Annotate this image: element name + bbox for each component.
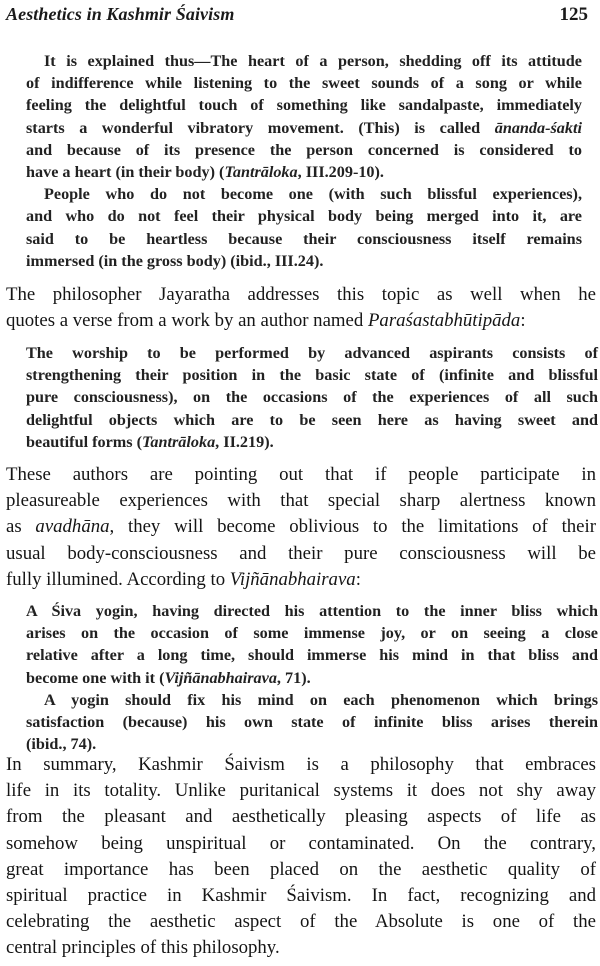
body-line: spiritual practice in Kashmir Śaivism. In fact, recognizing and <box>6 885 596 907</box>
term-ananda-sakti: ānanda-śakti <box>494 118 582 137</box>
running-head <box>6 4 588 28</box>
paragraph-jayaratha <box>6 282 596 334</box>
quote-line: and because of its presence the person concerned is considered to <box>26 140 582 159</box>
body-line: great importance has been placed on the aesthetic quality of <box>6 858 596 880</box>
quote-line: immersed (in the gross body) (ibid., III.24). <box>26 251 324 270</box>
body-line: usual body-consciousness and their pure consciousness will be <box>6 542 596 564</box>
body-line: fully illumined. According to Vijñānabhairava: <box>6 568 361 590</box>
running-head-title: Aesthetics in Kashmir Śaivism <box>6 4 235 24</box>
quote-line: starts a wonderful vibratory movement. (This) is called ānanda-śakti <box>26 118 582 137</box>
quote-line: become one with it (Vijñānabhairava, 71). <box>26 668 311 687</box>
quote-line: People who do not become one (with such blissful experiences), <box>44 185 582 204</box>
paragraph-summary <box>6 752 596 962</box>
paragraph-avadhana <box>6 462 596 593</box>
body-line: In summary, Kashmir Śaivism is a philosophy that embraces <box>6 754 596 775</box>
quote-line: said to be heartless because their consciousness itself remains <box>26 229 582 248</box>
body-line: quotes a verse from a work by an author named Paraśastabhūtipāda: <box>6 310 526 332</box>
body-line: central principles of this philosophy. <box>6 937 280 959</box>
quote-line: have a heart (in their body) (Tantrāloka, III.209-10). <box>26 163 384 182</box>
author-name: Paraśastabhūtipāda <box>367 310 521 332</box>
citation-work: Tantrāloka <box>224 163 298 182</box>
quote-line: A Śiva yogin, having directed his attention to the inner bliss which <box>26 602 598 620</box>
block-quote-worship <box>26 342 598 453</box>
body-line: pleasureable experiences with that special sharp alertness known <box>6 490 596 512</box>
block-quote-tantraloka-heart <box>26 50 582 272</box>
body-line: celebrating the aesthetic aspect of the Absolute is one of the <box>6 911 596 933</box>
citation-work: Tantrāloka <box>142 432 216 451</box>
quote-line: It is explained thus—The heart of a person, shedding off its attitude <box>44 52 582 70</box>
quote-line: (ibid., 74). <box>26 735 97 754</box>
quote-line: pure consciousness), on the occasions of the experiences of all such <box>26 388 598 407</box>
term-avadhana: avadhāna <box>35 516 110 538</box>
body-line: The philosopher Jayaratha addresses this topic as well when he <box>6 284 596 305</box>
page-number: 125 <box>559 4 588 25</box>
block-quote-siva-yogin <box>26 600 598 755</box>
quote-line: beautiful forms (Tantrāloka, II.219). <box>26 432 274 451</box>
quote-line: A yogin should fix his mind on each phenomenon which brings <box>44 690 598 709</box>
quote-line: feeling the delightful touch of something like sandalpaste, immediately <box>26 96 582 115</box>
quote-line: and who do not feel their physical body being merged into it, are <box>26 207 582 226</box>
quote-line: arises on the occasion of some immense joy, or on seeing a close <box>26 624 598 643</box>
quote-line: of indifference while listening to the sweet sounds of a song or while <box>26 74 582 93</box>
quote-line: delightful objects which are to be seen here as having sweet and <box>26 410 598 429</box>
quote-line: strengthening their position in the basic state of (infinite and blissful <box>26 366 598 385</box>
work-vijnanabhairava: Vijñānabhairava <box>229 568 356 590</box>
citation-work: Vijñānabhairava <box>164 668 277 687</box>
body-line: These authors are pointing out that if people participate in <box>6 464 596 485</box>
body-line: as avadhāna, they will become oblivious to the limitations of their <box>6 516 596 538</box>
body-line: life in its totality. Unlike puritanical systems it does not shy away <box>6 780 596 802</box>
body-line: from the pleasant and aesthetically pleasing aspects of life as <box>6 806 596 828</box>
body-line: somehow being unspiritual or contaminated. On the contrary, <box>6 832 596 854</box>
quote-line: The worship to be performed by advanced aspirants consists of <box>26 344 598 362</box>
quote-line: satisfaction (because) his own state of infinite bliss arises therein <box>26 713 598 732</box>
quote-line: relative after a long time, should immerse his mind in that bliss and <box>26 646 598 665</box>
